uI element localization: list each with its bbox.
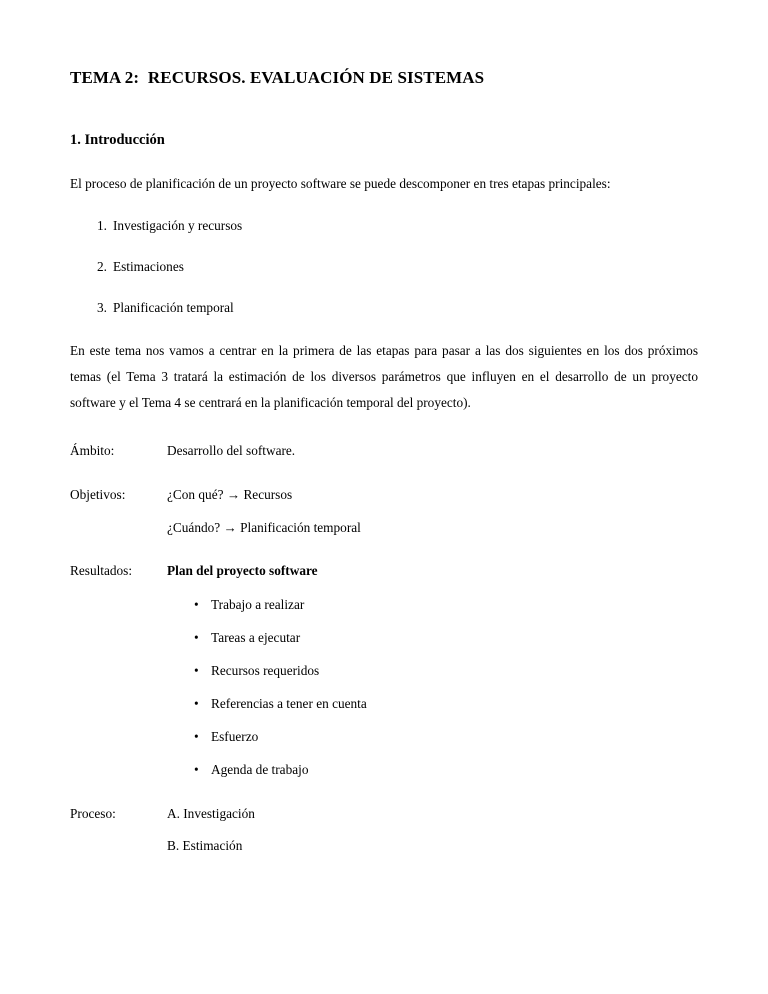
definition-value: Plan del proyecto software xyxy=(167,563,318,579)
definition-row-resultados xyxy=(70,562,698,779)
list-item-number: 1. xyxy=(97,218,107,234)
definition-value: Desarrollo del software. xyxy=(167,443,296,459)
list-item xyxy=(70,299,698,317)
definition-row-ambito xyxy=(70,442,698,460)
list-item-label: Planificación temporal xyxy=(113,300,234,316)
list-item-label: Investigación y recursos xyxy=(113,218,243,234)
bullet-icon: • xyxy=(194,663,199,679)
definition-label: Ámbito: xyxy=(70,443,115,459)
list-item-number: 2. xyxy=(97,259,107,275)
list-item-label: Recursos requeridos xyxy=(211,663,320,679)
bullet-icon: • xyxy=(194,729,199,745)
bullet-icon: • xyxy=(194,597,199,613)
page-content xyxy=(70,0,698,855)
definition-row-objetivos xyxy=(70,486,698,537)
list-item xyxy=(70,728,698,746)
list-item-label: Agenda de trabajo xyxy=(211,762,309,778)
bullet-icon: • xyxy=(194,762,199,778)
list-item xyxy=(70,662,698,680)
stages-list xyxy=(70,197,698,317)
resultados-bullet-list xyxy=(70,580,698,779)
section-heading-introduccion: 1. Introducción xyxy=(70,132,165,149)
list-item xyxy=(70,596,698,614)
list-item-label: Referencias a tener en cuenta xyxy=(211,696,367,712)
list-item-label: Estimaciones xyxy=(113,259,184,275)
list-item-number: 3. xyxy=(97,300,107,316)
list-item xyxy=(70,695,698,713)
definition-list xyxy=(70,416,698,855)
definition-value: A. Investigación xyxy=(167,806,255,822)
definition-row-proceso xyxy=(70,779,698,855)
definition-label: Objetivos: xyxy=(70,487,126,503)
intro-paragraph: El proceso de planificación de un proyecto software se puede descomponer en tres etapas principales: xyxy=(70,176,611,192)
scope-paragraph: En este tema nos vamos a centrar en la primera de las etapas para pasar a las dos siguientes en los dos próximos temas (el Tema 3 tratará la estimación de los diversos parámetros que influyen en el desarrollo de un proyecto software y el Tema 4 se centrará en la planificación temporal del proyecto). xyxy=(70,343,698,411)
bullet-icon: • xyxy=(194,696,199,712)
page-title: TEMA 2: RECURSOS. EVALUACIÓN DE SISTEMAS xyxy=(70,68,485,87)
list-item xyxy=(70,761,698,779)
definition-value-secondary: B. Estimación xyxy=(167,838,243,854)
list-item-label: Tareas a ejecutar xyxy=(211,630,301,646)
bullet-icon: • xyxy=(194,630,199,646)
definition-label: Resultados: xyxy=(70,563,133,579)
list-item-label: Esfuerzo xyxy=(211,729,259,745)
list-item-label: Trabajo a realizar xyxy=(211,597,305,613)
list-item xyxy=(70,217,698,235)
definition-value-secondary: ¿Cuándo? → Planificación temporal xyxy=(167,520,361,536)
list-item xyxy=(70,258,698,276)
definition-label: Proceso: xyxy=(70,806,116,822)
definition-value: ¿Con qué? → Recursos xyxy=(167,487,293,503)
list-item xyxy=(70,629,698,647)
